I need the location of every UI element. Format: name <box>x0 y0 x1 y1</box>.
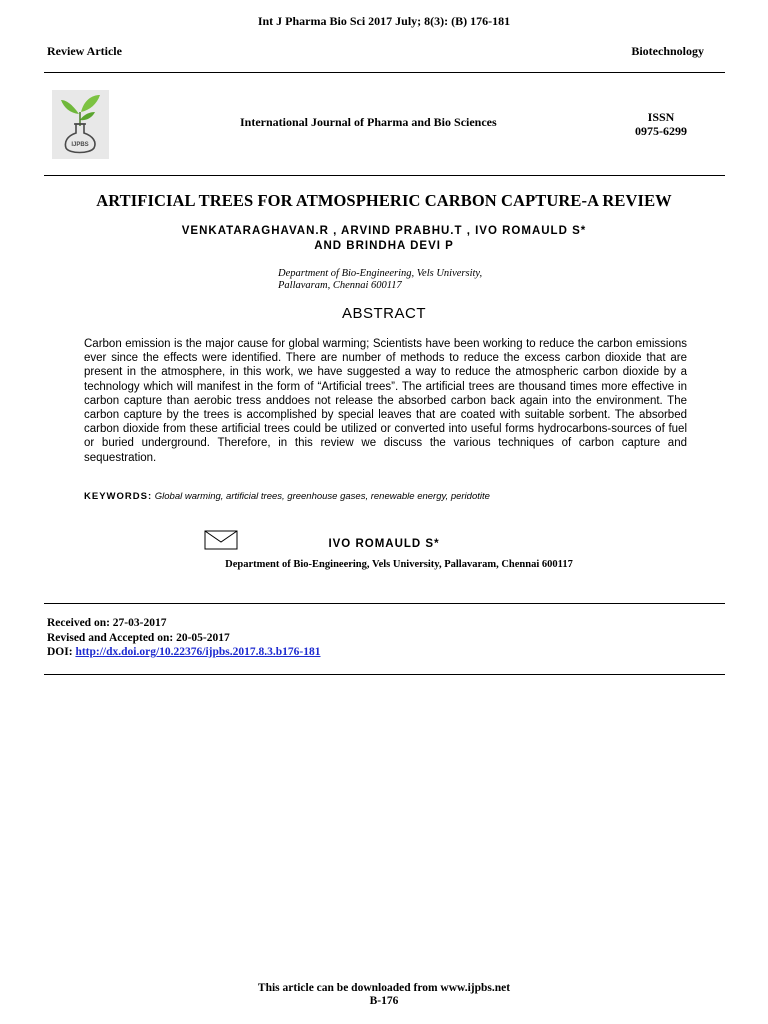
doi-label: DOI: <box>47 646 73 658</box>
received-label: Received on: <box>47 617 110 629</box>
doi-row <box>47 645 320 660</box>
divider-masthead <box>44 175 725 176</box>
revised-label: Revised and Accepted on: <box>47 631 174 644</box>
article-dates <box>47 616 320 660</box>
corresponding-affiliation: Department of Bio-Engineering, Vels University, Pallavaram, Chennai 600117 <box>225 559 573 570</box>
footer-download-note: This article can be downloaded from www.ijpbs.net <box>257 982 511 994</box>
received-row <box>47 616 320 631</box>
journal-logo <box>52 90 109 159</box>
doi-link[interactable]: http://dx.doi.org/10.22376/ijpbs.2017.8.3.b176-181 <box>75 646 321 658</box>
revised-value: 20-05-2017 <box>176 631 230 644</box>
abstract-body: Carbon emission is the major cause for global warming; Scientists have been working to reduce the carbon emissions ever since the effects were identified. There are number of methods to reduce the excess carbon dioxide that are present in the atmosphere, in this work, we have suggested a way to reduce the atmospheric carbon dioxide by a technology which will manifest in the form of “Artificial trees”. The artificial trees are thousand times more effective in carbon capture than aerobic tress anddoes not release the absorbed carbon back again into the environment. The carbon capture by the trees is accomplished by special leaves that are coated with suitable sorbent. The absorbed carbon dioxide from these artificial trees could be utilized or converted into useful forms hydrocarbons-sources of fuel or buried underground. Therefore, in this review we discuss the various techniques of carbon capture and sequestration. <box>84 338 687 464</box>
page-number: B-176 <box>369 995 399 1007</box>
article-type: Review Article <box>47 44 122 58</box>
paper-title: ARTIFICIAL TREES FOR ATMOSPHERIC CARBON CAPTURE-A REVIEW <box>96 191 672 210</box>
abstract-heading: ABSTRACT <box>341 305 426 322</box>
authors-line-1: VENKATARAGHAVAN.R , ARVIND PRABHU.T , IVO ROMAULD S* <box>181 225 587 237</box>
affiliation <box>278 268 482 292</box>
corresponding-author: IVO ROMAULD S* <box>328 538 440 550</box>
received-value: 27-03-2017 <box>112 617 167 629</box>
flask-leaf-icon <box>52 90 109 159</box>
keywords-label: KEYWORDS: <box>84 491 153 502</box>
keywords <box>84 491 490 502</box>
journal-name: International Journal of Pharma and Bio Sciences <box>240 115 497 129</box>
affiliation-line-1: Department of Bio-Engineering, Vels University, <box>278 268 483 279</box>
keywords-values: Global warming, artificial trees, greenhouse gases, renewable energy, peridotite <box>154 491 490 502</box>
issn-block <box>626 110 696 138</box>
affiliation-line-2: Pallavaram, Chennai 600117 <box>278 280 402 291</box>
divider-top <box>44 72 725 73</box>
authors-line-2: AND BRINDHA DEVI P <box>314 240 454 252</box>
author-list <box>0 224 768 254</box>
divider-dates-bottom <box>44 674 725 675</box>
issn-label: ISSN <box>647 110 675 124</box>
journal-citation: Int J Pharma Bio Sci 2017 July; 8(3): (B) 176-181 <box>257 14 511 28</box>
revised-row <box>47 631 320 646</box>
subject-area: Biotechnology <box>631 44 704 58</box>
divider-dates-top <box>44 603 725 604</box>
issn-value: 0975-6299 <box>635 124 687 138</box>
logo-text: IJPBS <box>71 142 89 148</box>
